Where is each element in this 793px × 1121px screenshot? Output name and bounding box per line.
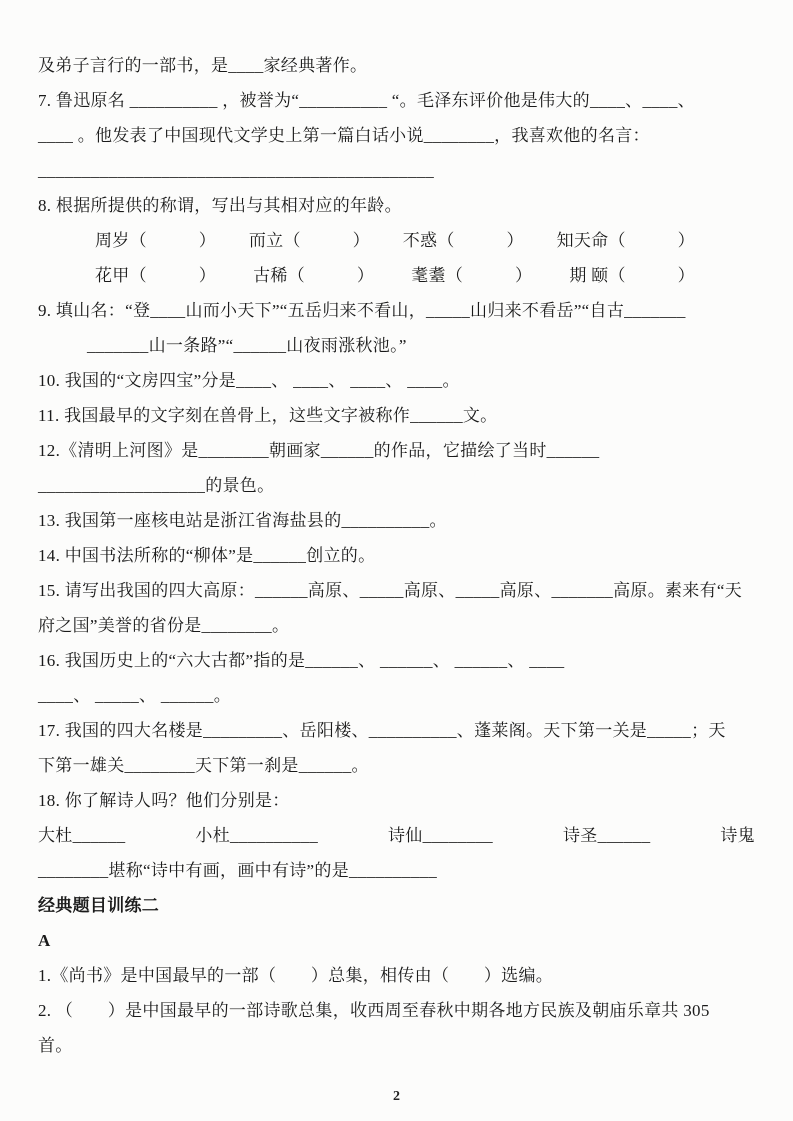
text-line: 12.《清明上河图》是________朝画家______的作品，它描绘了当时______	[38, 441, 600, 460]
text-line: 2. （ ）是中国最早的一部诗歌总集，收西周至春秋中期各地方民族及朝庙乐章共 305	[38, 1001, 710, 1020]
section-heading: 经典题目训练二	[38, 896, 160, 915]
text-line: 7. 鲁迅原名 __________ ，被誉为“__________ “。毛泽东评价他是伟大的____、____、	[38, 91, 695, 110]
text-line: 1.《尚书》是中国最早的一部（ ）总集，相传由（ ）选编。	[38, 966, 554, 985]
text-segment: 小杜__________	[195, 826, 318, 845]
section-label: A	[38, 931, 51, 950]
text-line: ___________________的景色。	[38, 476, 275, 495]
text-segment: 而立（ ）	[248, 231, 370, 250]
text-line: ________堪称“诗中有画，画中有诗”的是__________	[38, 861, 437, 880]
text-segment: 诗圣______	[562, 826, 651, 845]
text-line: _______山一条路”“______山夜雨涨秋池。”	[87, 336, 407, 355]
text-line: 首。	[38, 1036, 73, 1055]
text-line: 13. 我国第一座核电站是浙江省海盐县的__________。	[38, 511, 447, 530]
text-line: 16. 我国历史上的“六大古都”指的是______、 ______、 ______、 ____	[38, 651, 565, 670]
document-lines	[38, 48, 755, 1063]
text-line	[38, 258, 755, 293]
text-line: 10. 我国的“文房四宝”分是____、 ____、 ____、 ____。	[38, 371, 460, 390]
text-segment: 诗仙________	[387, 826, 493, 845]
text-line: ____ 。他发表了中国现代文学史上第一篇白话小说________，我喜欢他的名言：	[38, 126, 650, 145]
text-line: 18. 你了解诗人吗？他们分别是：	[38, 791, 290, 810]
text-line: 8. 根据所提供的称谓，写出与其相对应的年龄。	[38, 196, 402, 215]
text-line: 15. 请写出我国的四大高原：______高原、_____高原、_____高原、_______高原。素来有“天	[38, 581, 743, 600]
text-line: 17. 我国的四大名楼是_________、岳阳楼、__________、蓬莱阁。天下第一关是_____；天	[38, 721, 726, 740]
page-number: 2	[393, 1089, 400, 1104]
text-segment: 不惑（ ）	[402, 231, 524, 250]
text-segment: 花甲（ ）	[95, 266, 217, 285]
text-line: 11. 我国最早的文字刻在兽骨上，这些文字被称作______文。	[38, 406, 498, 425]
text-line	[38, 818, 755, 853]
text-segment: 周岁（ ）	[95, 231, 217, 250]
text-line: 府之国”美誉的省份是________。	[38, 616, 290, 635]
text-line: 9. 填山名：“登____山而小天下”“五岳归来不看山，_____山归来不看岳”“自古_______	[38, 301, 686, 320]
text-segment: 耄耋（ ）	[411, 266, 533, 285]
answer-blank-line: _____________________________________________	[38, 161, 434, 180]
text-segment: 知天命（ ）	[556, 231, 695, 250]
text-line: 14. 中国书法所称的“柳体”是______创立的。	[38, 546, 376, 565]
text-segment: 期 颐（ ）	[569, 266, 695, 285]
text-line: 及弟子言行的一部书，是____家经典著作。	[38, 56, 368, 75]
text-line: ____、 _____、 ______。	[38, 686, 231, 705]
text-line: 下第一雄关________天下第一刹是______。	[38, 756, 369, 775]
text-segment: 大杜______	[38, 826, 126, 845]
text-segment: 古稀（ ）	[253, 266, 375, 285]
text-line	[38, 223, 755, 258]
text-segment: 诗鬼	[720, 826, 755, 845]
